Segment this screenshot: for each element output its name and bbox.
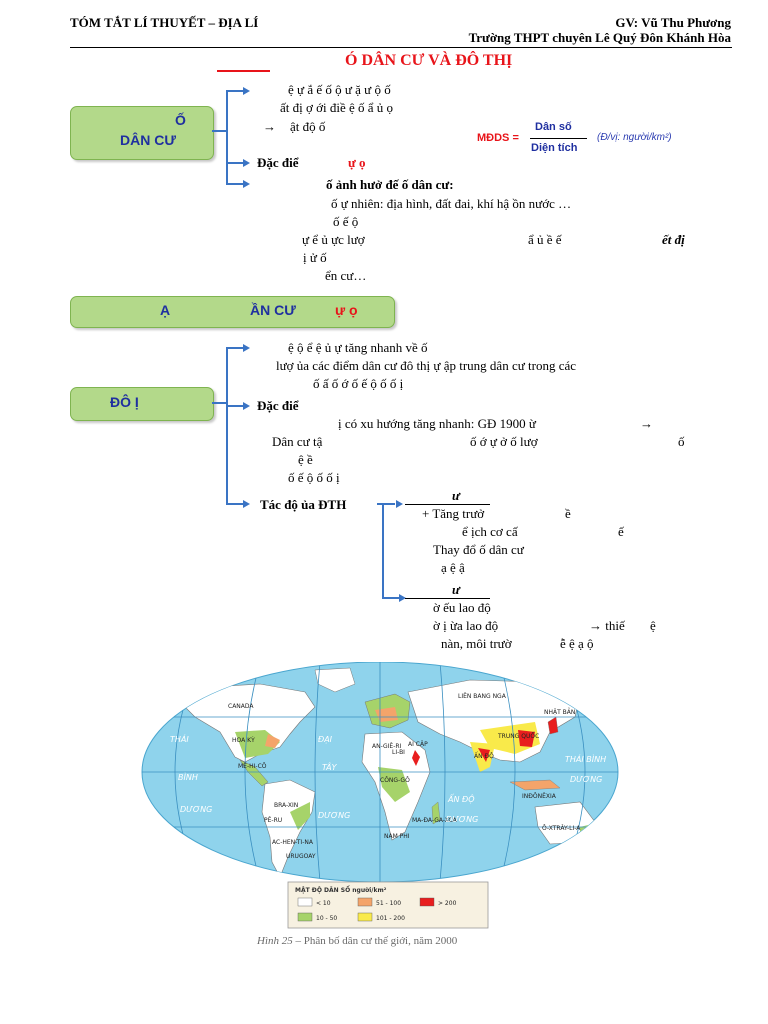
branch-line xyxy=(226,90,228,184)
formula-unit: (Đ/vị: người/km²) xyxy=(597,132,672,143)
header-left: TÓM TẮT LÍ THUYẾT – ĐỊA LÍ xyxy=(70,15,259,30)
urban-definition-line2: lượ ủa các điểm dân cư đô thị ự ập trung dân cư trong các xyxy=(276,358,577,373)
arrow-icon xyxy=(243,180,250,188)
map-label: PÊ-RU xyxy=(264,817,283,824)
positive-structure: ể ịch cơ cấ xyxy=(462,524,518,539)
factor-line3-emphasis: ết đị xyxy=(662,232,685,247)
negative-underline xyxy=(405,598,490,599)
branch-line xyxy=(212,402,227,404)
branch-line xyxy=(226,347,244,349)
map-label: NAM PHI xyxy=(384,833,410,840)
ocean-label: DƯƠNG xyxy=(318,811,351,820)
map-label: CANADA xyxy=(228,703,254,710)
ocean-label: DƯƠNG xyxy=(180,805,213,814)
caption-text: – Phân bố dân cư thế giới, năm 2000 xyxy=(292,935,458,947)
negative-head: ư xyxy=(452,582,460,597)
world-population-map xyxy=(140,662,620,932)
box-distribution-mid: ẦN CƯ xyxy=(250,302,296,318)
map-label: Ô-XTRÂY-LI-A xyxy=(542,825,581,832)
box-urbanization-label: ĐÔ Ị xyxy=(110,394,139,410)
urban-definition-line3: ố ấ ố ớ ố ế ộ ố ố ị xyxy=(313,376,404,391)
caption-figure: Hình 25 xyxy=(257,935,293,947)
characteristics-label: Đặc điể xyxy=(257,155,299,170)
map-label: AN-GIÊ-RI xyxy=(372,743,402,750)
definition-line1: ệ ự ắ ế ố ộ ư ặ ư ộ ố xyxy=(288,82,391,97)
fraction-bar xyxy=(530,138,587,139)
arrow-glyph: → xyxy=(263,119,276,134)
legend-label: 10 - 50 xyxy=(316,915,338,922)
negative-line1: ờ ếu lao độ xyxy=(433,600,491,615)
map-label: LIÊN BANG NGA xyxy=(458,693,506,700)
map-legend xyxy=(288,882,488,928)
positive-underline xyxy=(405,504,490,505)
formula-numerator: Dân số xyxy=(535,121,572,133)
page-title: Ó DÂN CƯ VÀ ĐÔ THỊ xyxy=(345,52,513,69)
negative-line2: ờ ị ừa lao độ xyxy=(433,618,499,633)
urban-trend-arrow: → xyxy=(640,416,653,431)
branch-line xyxy=(377,503,395,505)
factor-line4: ị ử ố xyxy=(303,250,327,265)
title-underline xyxy=(217,70,270,72)
map-label: NHẬT BẢN xyxy=(544,709,576,716)
header-teacher: GV: Vũ Thu Phương xyxy=(615,15,731,30)
ocean-label: THÁI BÌNH xyxy=(565,755,607,764)
factor-line3: ự ể ủ ực lượ xyxy=(302,232,365,247)
arrow-icon xyxy=(243,402,250,410)
factor-line3-tail: ẩ ủ ề ế xyxy=(528,232,562,247)
map-label: HOA KỲ xyxy=(232,737,255,744)
arrow-icon xyxy=(396,500,403,508)
positive-structure-tail: ế xyxy=(618,524,624,539)
positive-line4: ạ ệ ậ xyxy=(441,560,465,575)
characteristics-red: ự ọ xyxy=(348,155,366,170)
branch-line xyxy=(382,503,384,599)
map-label: TRUNG QUỐC xyxy=(498,733,540,740)
branch-line xyxy=(226,405,244,407)
formula-denominator: Diện tích xyxy=(531,142,578,154)
definition-line2: ất đị ợ ới điề ệ ố ẩ ủ ọ xyxy=(280,100,394,115)
header-school: Trường THPT chuyên Lê Quý Đôn Khánh Hòa xyxy=(468,30,731,45)
positive-growth-tail: ề xyxy=(565,506,571,521)
branch-line xyxy=(226,183,244,185)
urban-trend-line: ị có xu hướng tăng nhanh: GĐ 1900 ừ xyxy=(338,416,536,431)
legend-label: > 200 xyxy=(438,900,457,907)
urban-definition-line1: ệ ộ ể ệ ủ ự tăng nhanh về ố xyxy=(288,340,428,355)
negative-line2-tail: ệ xyxy=(650,618,656,633)
factor-natural: ố ự nhiên: địa hình, đất đai, khí hậ ồn nước … xyxy=(331,196,572,211)
negative-line3: nàn, môi trườ xyxy=(441,636,512,651)
ocean-label: DƯƠNG xyxy=(570,775,603,784)
positive-head: ư xyxy=(452,488,460,503)
urban-concentration-end: ố xyxy=(678,434,685,449)
urban-line4: ố ế ộ ố ố ị xyxy=(288,470,340,485)
urban-concentration: Dân cư tậ xyxy=(272,434,323,449)
branch-line xyxy=(226,347,228,505)
legend-swatch-lt10 xyxy=(298,898,312,906)
map-label: BRA-XIN xyxy=(274,802,299,809)
box-distribution-red: ự ọ xyxy=(335,302,358,318)
box-population-line1: Ố xyxy=(175,112,186,128)
box-distribution-left: Ạ xyxy=(160,302,171,318)
formula-label: MĐDS = xyxy=(477,132,519,144)
branch-line xyxy=(212,130,227,132)
map-label: CÔNG-GÔ xyxy=(380,777,410,784)
positive-growth: + Tăng trưở xyxy=(422,506,485,521)
urban-characteristics-label: Đặc điể xyxy=(257,398,299,413)
map-label: URUGOAY xyxy=(286,853,316,860)
ocean-label: ẤN ĐỘ xyxy=(448,795,475,804)
box-population-line2: DÂN CƯ xyxy=(120,132,176,148)
map-label: INĐÔNÊXIA xyxy=(522,793,556,800)
ocean-label: THÁI xyxy=(170,735,189,744)
branch-line xyxy=(226,162,244,164)
ocean-label: ĐẠI xyxy=(318,735,333,744)
map-label: MÊ-HI-CÔ xyxy=(238,763,267,770)
factor-socioeconomic: ố ế ộ xyxy=(333,214,359,229)
legend-swatch-101-200 xyxy=(358,913,372,921)
arrow-icon xyxy=(243,500,250,508)
section-box-urbanization xyxy=(70,387,214,421)
arrow-icon xyxy=(243,159,250,167)
map-label: MA-ĐA-GA-XCA xyxy=(412,817,457,824)
negative-line2-arrow: → thiế xyxy=(589,618,625,633)
map-label: LI-BI xyxy=(392,749,405,756)
impact-label: Tác độ ủa ĐTH xyxy=(260,497,347,512)
ocean-label: DƯƠNG xyxy=(446,815,479,824)
urban-concentration-tail: ố ớ ự ở ố lượ xyxy=(470,434,538,449)
legend-label: 51 - 100 xyxy=(376,900,402,907)
map-label: AC-HEN-TI-NA xyxy=(272,839,313,846)
branch-line xyxy=(226,90,244,92)
map-label: ẤN ĐỘ xyxy=(474,753,494,760)
map-label: AI CẬP xyxy=(408,741,428,748)
legend-title: MẬT ĐỘ DÂN SỐ người/km² xyxy=(295,887,387,894)
legend-label: < 10 xyxy=(316,900,331,907)
ocean-label: BÌNH xyxy=(178,773,198,782)
density-label: ật độ ố xyxy=(290,119,326,134)
negative-line3-tail: ễ ệ ạ ộ xyxy=(560,636,594,651)
arrow-icon xyxy=(243,87,250,95)
branch-line xyxy=(382,597,400,599)
positive-distribution: Thay đổ ố dân cư xyxy=(433,542,524,557)
arrow-icon xyxy=(243,344,250,352)
urban-line3: ệ ề xyxy=(298,452,313,467)
legend-swatch-10-50 xyxy=(298,913,312,921)
ocean-label: TÂY xyxy=(322,763,337,772)
map-caption xyxy=(257,935,457,947)
factors-title: ố ảnh hưở đế ố dân cư: xyxy=(326,177,454,192)
factor-line5: ển cư… xyxy=(325,268,367,283)
branch-line xyxy=(226,503,244,505)
header-rule xyxy=(70,47,732,48)
legend-swatch-gt200 xyxy=(420,898,434,906)
legend-label: 101 - 200 xyxy=(376,915,405,922)
legend-swatch-51-100 xyxy=(358,898,372,906)
